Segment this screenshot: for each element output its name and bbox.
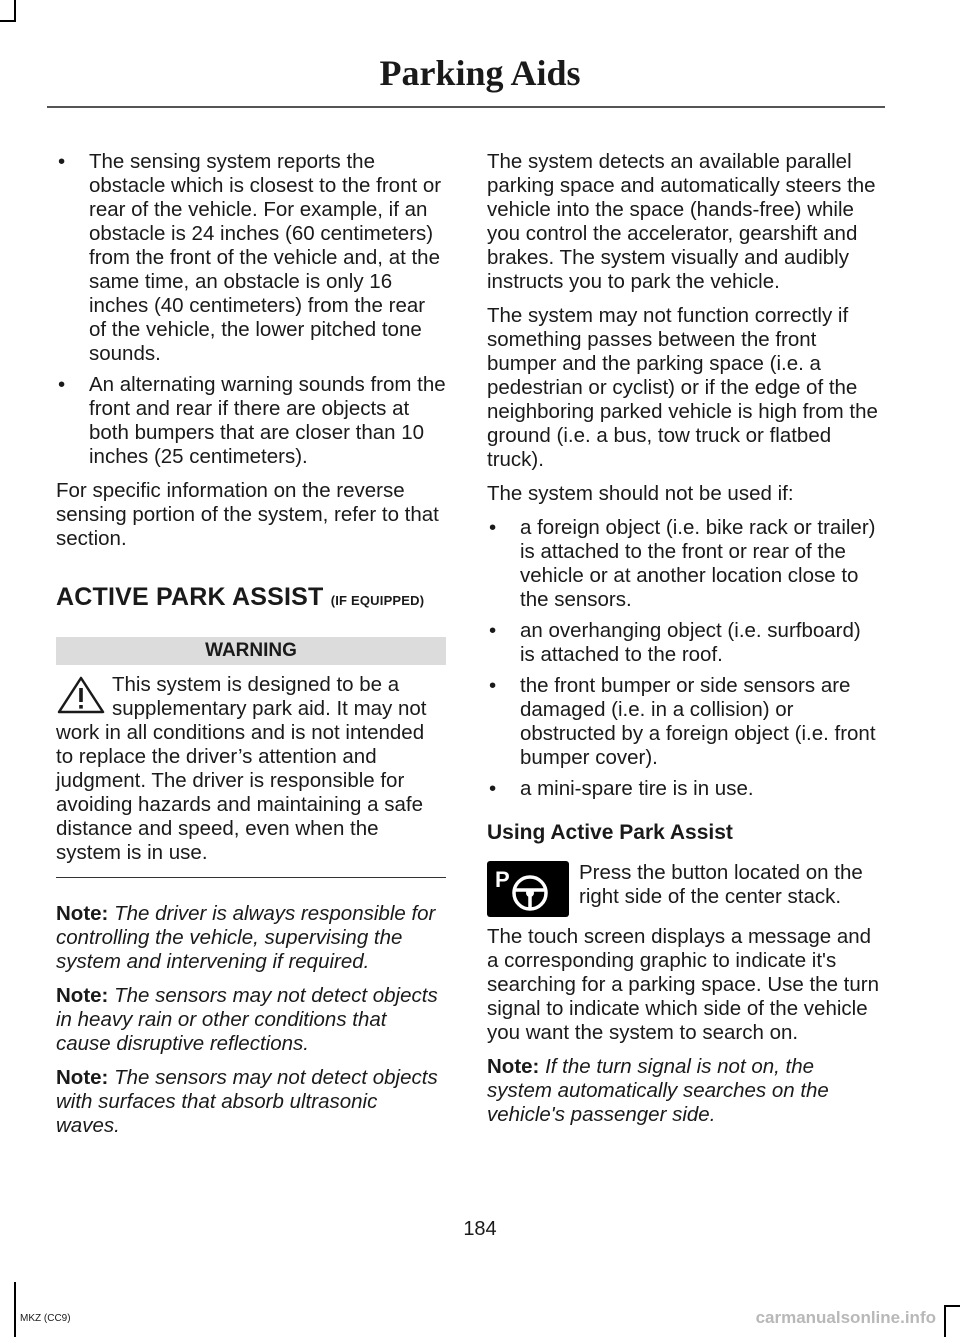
warning-divider <box>56 877 446 878</box>
paragraph: The system should not be used if: <box>487 482 794 505</box>
list-item: • An alternating warning sounds from the front and rear if there are objects at both bumpers that are closer than 10 inches (25 centimeters). <box>56 373 446 469</box>
sub-heading: Using Active Park Assist <box>487 821 733 844</box>
watermark: carmanualsonline.info <box>755 1308 936 1327</box>
button-instruction: Press the button located on the right side of the center stack. <box>579 861 863 908</box>
section-heading-suffix: (IF EQUIPPED) <box>330 593 425 608</box>
restriction-bullet-list <box>487 516 881 801</box>
crop-mark <box>14 0 16 22</box>
park-assist-symbol-icon <box>487 861 569 917</box>
crop-mark <box>944 1305 946 1337</box>
note-label: Note: <box>56 1066 109 1089</box>
note <box>56 984 446 1056</box>
section-heading-text: ACTIVE PARK ASSIST <box>56 583 324 611</box>
warning-body <box>56 673 446 865</box>
note-text: The sensors may not detect objects with surfaces that absorb ultrasonic waves. <box>56 1066 438 1137</box>
note-text: The driver is always responsible for controlling the vehicle, supervising the system and intervening if required. <box>56 902 436 973</box>
note-text: The sensors may not detect objects in heavy rain or other conditions that cause disruptive reflections. <box>56 984 438 1055</box>
note-label: Note: <box>56 902 109 925</box>
page-number: 184 <box>463 1218 497 1240</box>
header-divider <box>47 106 885 108</box>
warning-label: WARNING <box>56 637 446 665</box>
note <box>56 1066 446 1138</box>
list-item: • an overhanging object (i.e. surfboard) is attached to the roof. <box>487 619 881 667</box>
note-text: If the turn signal is not on, the system automatically searches on the vehicle's passenger side. <box>487 1055 829 1126</box>
park-assist-button-row <box>487 861 881 925</box>
crop-mark <box>0 20 16 22</box>
list-item: • the front bumper or side sensors are damaged (i.e. in a collision) or obstructed by a foreign object (i.e. front bumper cover). <box>487 674 881 770</box>
list-item: • a mini-spare tire is in use. <box>487 777 881 801</box>
note <box>56 902 446 974</box>
right-column <box>487 150 881 1137</box>
warning-text: This system is designed to be a supplementary park aid. It may not work in all conditions and is not intended to replace the driver’s attention and judgment. The driver is responsible for avoiding hazards and maintaining a safe distance and speed, even when the system is in use. <box>56 673 427 864</box>
warning-triangle-icon <box>56 675 106 715</box>
list-item: • a foreign object (i.e. bike rack or trailer) is attached to the front or rear of the vehicle or at another location close to the sensors. <box>487 516 881 612</box>
note <box>487 1055 881 1127</box>
paragraph: The system may not function correctly if something passes between the front bumper and the parking space (i.e. a pedestrian or cyclist) or if the edge of the neighboring parked vehicle is high from the ground (i.e. a bus, tow truck or flatbed truck). <box>487 304 878 471</box>
section-heading <box>56 585 446 613</box>
list-item: • The sensing system reports the obstacle which is closest to the front or rear of the vehicle. For example, if an obstacle is 24 inches (60 centimeters) from the front of the vehicle and, at the same time, an obstacle is only 16 inches (40 centimeters) from the rear of the vehicle, the lower pitched tone sounds. <box>56 150 446 366</box>
reverse-sensing-paragraph: For specific information on the reverse sensing portion of the system, refer to that section. <box>56 479 439 550</box>
crop-mark <box>14 1282 16 1337</box>
footer-model: MKZ (CC9) <box>20 1313 71 1324</box>
note-label: Note: <box>56 984 109 1007</box>
sensing-bullet-list <box>56 150 446 469</box>
paragraph: The touch screen displays a message and a corresponding graphic to indicate it's searching for a parking space. Use the turn signal to indicate which side of the vehicle you want the system to search on. <box>487 925 879 1044</box>
page-title: Parking Aids <box>379 53 581 93</box>
left-column <box>56 150 446 1148</box>
crop-mark <box>944 1305 960 1307</box>
park-assist-button-icon <box>487 861 569 917</box>
svg-text:P: P <box>495 867 510 892</box>
note-label: Note: <box>487 1055 540 1078</box>
paragraph: The system detects an available parallel parking space and automatically steers the vehicle into the space (hands-free) while you control the accelerator, gearshift and brakes. The system visually and audibly instructs you to park the vehicle. <box>487 150 876 293</box>
